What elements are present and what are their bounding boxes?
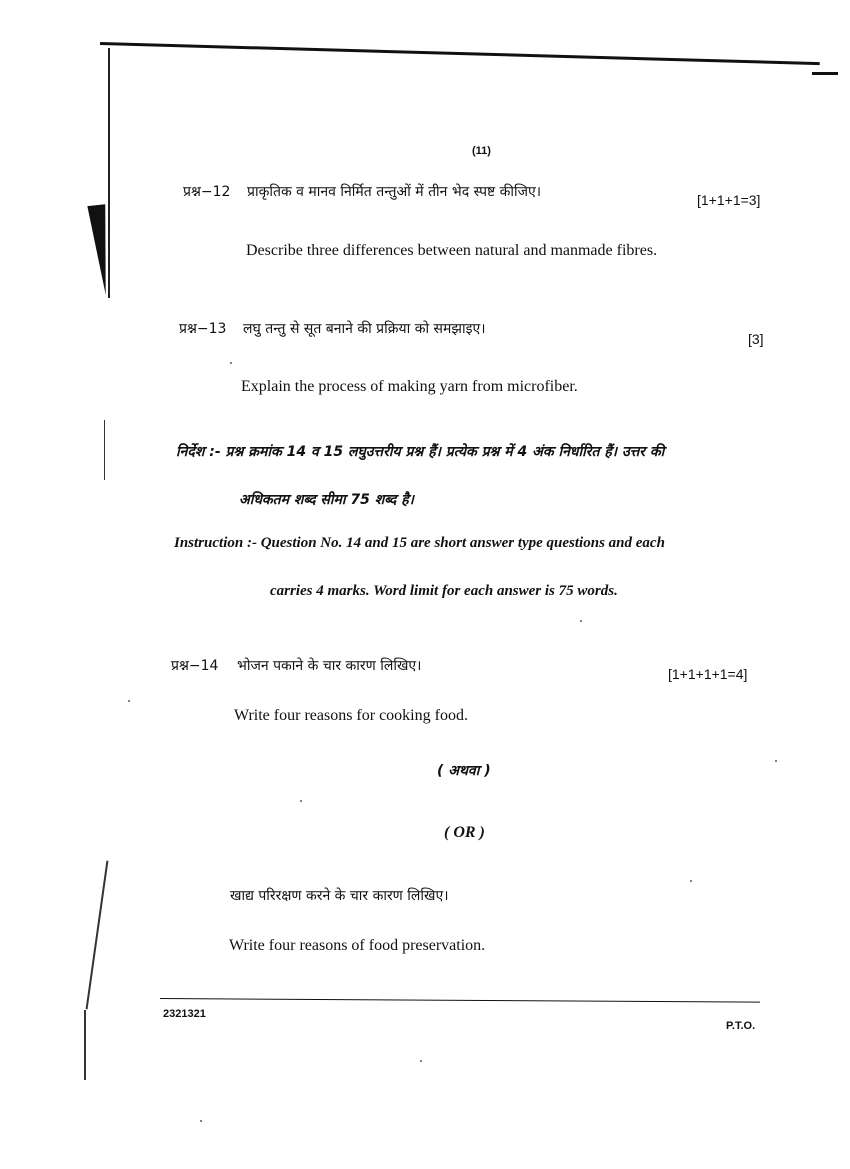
question-14-marks: [1+1+1+1=4]	[668, 666, 748, 682]
question-13-label: प्रश्न−13	[179, 321, 227, 337]
pto-label: P.T.O.	[726, 1020, 756, 1032]
scan-speck	[775, 760, 777, 762]
question-13-english: Explain the process of making yarn from microfiber.	[241, 378, 578, 395]
alternative-question-english: Write four reasons of food preservation.	[229, 937, 486, 954]
question-14-label: प्रश्न−14	[171, 658, 219, 674]
top-border-line-end	[812, 72, 838, 75]
scan-speck	[128, 700, 130, 702]
paper-code: 2321321	[163, 1008, 206, 1020]
scan-speck	[580, 620, 582, 622]
left-scan-fragment	[84, 1010, 86, 1080]
scan-speck	[690, 880, 692, 882]
instruction-hindi-line1: निर्देश :- प्रश्न क्रमांक 14 व 15 लघुउत्तरीय प्रश्न हैं। प्रत्येक प्रश्न में 4 अंक निर्धारित हैं। उत्तर की	[176, 444, 665, 460]
alternative-question-hindi: खाद्य परिरक्षण करने के चार कारण लिखिए।	[230, 888, 449, 904]
scan-speck	[300, 800, 302, 802]
instruction-english-line1: Instruction :- Question No. 14 and 15 are short answer type questions and each	[174, 535, 665, 551]
or-english: ( OR )	[444, 824, 485, 841]
instruction-english-line2: carries 4 marks. Word limit for each answer is 75 words.	[270, 583, 618, 599]
page-number: (11)	[472, 145, 491, 157]
question-12-marks: [1+1+1=3]	[697, 192, 761, 208]
top-border-line	[100, 42, 820, 65]
scan-speck	[200, 1120, 202, 1122]
question-13-marks: [3]	[748, 331, 764, 347]
question-14-english: Write four reasons for cooking food.	[234, 707, 468, 724]
question-12-hindi: प्राकृतिक व मानव निर्मित तन्तुओं में तीन भेद स्पष्ट कीजिए।	[247, 184, 542, 200]
footer-rule	[160, 998, 760, 1003]
instruction-hindi-line2: अधिकतम शब्द सीमा 75 शब्द है।	[239, 492, 414, 508]
left-scan-fragment	[86, 861, 109, 1010]
question-12-label: प्रश्न−12	[183, 184, 231, 200]
question-12-english: Describe three differences between natural and manmade fibres.	[246, 242, 658, 259]
left-scan-mark	[87, 204, 114, 295]
question-13-hindi: लघु तन्तु से सूत बनाने की प्रक्रिया को समझाइए।	[243, 321, 486, 337]
scan-speck	[230, 362, 232, 364]
or-hindi: ( अथवा )	[437, 763, 491, 779]
question-14-hindi: भोजन पकाने के चार कारण लिखिए।	[237, 658, 422, 674]
left-scan-fragment	[104, 420, 105, 480]
scan-speck	[420, 1060, 422, 1062]
